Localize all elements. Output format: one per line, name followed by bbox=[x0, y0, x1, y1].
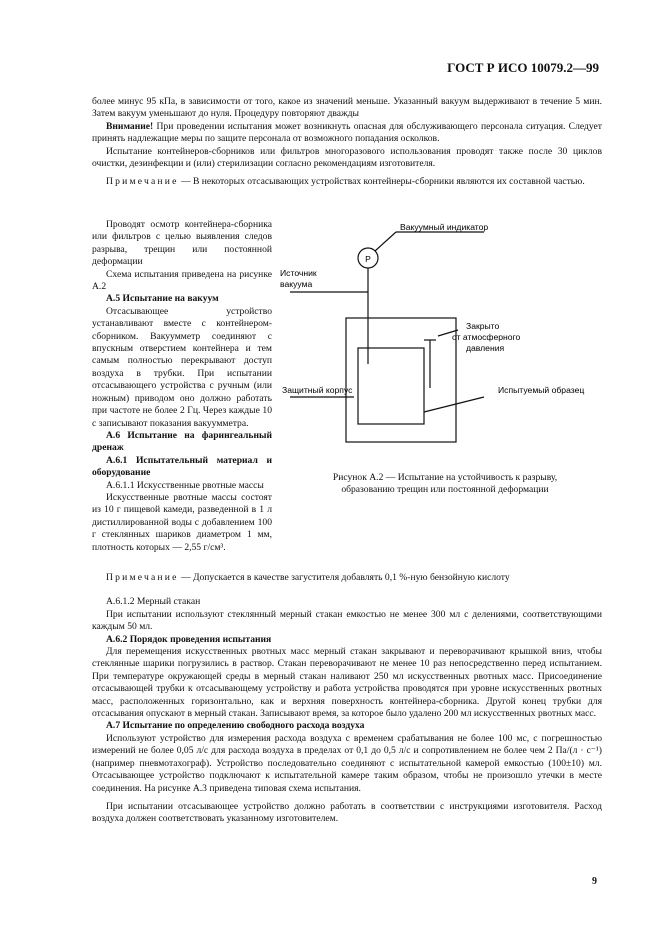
heading-a5: А.5 Испытание на вакуум bbox=[106, 293, 219, 305]
heading-a7: А.7 Испытание по определению свободного расхода воздуха bbox=[106, 720, 365, 732]
note-2-text: — Допускается в качестве загустителя добавлять 0,1 %-ную бензойную кислоту bbox=[178, 572, 510, 583]
label-sample: Испытуемый образец bbox=[498, 385, 585, 395]
note-2-label: Примечание bbox=[106, 572, 179, 583]
paragraph-a611: Искусственные рвотные массы состоят из 10 г пищевой камеди, разведенной в 1 л дистиллированной воды с добавлением 100 г стеклянных шариков диаметром 1 мм, плотность которых — 2,55 г/см³. bbox=[92, 491, 272, 553]
note-1-label: Примечание bbox=[106, 176, 179, 188]
figure-caption-line-2: образованию трещин или постоянной деформации bbox=[341, 484, 549, 496]
label-p: P bbox=[365, 254, 371, 264]
label-vacuum-indicator: Вакуумный индикатор bbox=[400, 222, 489, 232]
label-source-1: Источник bbox=[280, 268, 317, 278]
paragraph-vacuum-end: более минус 95 кПа, в зависимости от того, какое из значений меньше. Указанный вакуум выдерживают в течение 5 мин. Затем вакуум уменьшают до нуля. Процедуру повторяют дважды bbox=[92, 96, 602, 120]
paragraph-reusable: Испытание контейнеров-сборников или фильтров многоразового использования проводят также после 30 циклов очистки, дезинфекции и (или) стерилизации согласно рекомендациям изготовителя. bbox=[92, 145, 602, 170]
label-source-2: вакуума bbox=[280, 279, 313, 289]
label-closed-2: от атмосферного bbox=[452, 332, 521, 342]
heading-a612: А.6.1.2 Мерный стакан bbox=[106, 596, 201, 608]
protective-housing bbox=[346, 318, 456, 442]
figure-caption bbox=[295, 472, 595, 497]
note-1 bbox=[92, 176, 602, 188]
warning-label: Внимание! bbox=[106, 120, 154, 132]
label-closed-1: Закрыто bbox=[466, 321, 500, 331]
heading-a6: А.6 Испытание на фарингеальный дренаж bbox=[92, 429, 272, 454]
figure-caption-line-1: Рисунок А.2 — Испытание на устойчивость к разрыву, bbox=[332, 472, 558, 483]
heading-a62: А.6.2 Порядок проведения испытания bbox=[106, 633, 272, 645]
left-column bbox=[92, 219, 272, 554]
paragraph-inspection: Проводят осмотр контейнера-сборника или фильтров с целью выявления следов разрыва, трещин или постоянной деформации bbox=[92, 219, 272, 268]
note-2 bbox=[92, 572, 602, 584]
paragraph-a62: Для перемещения искусственных рвотных масс мерный стакан закрывают и переворачивают крышкой вниз, чтобы стеклянные шарики погрузились в раствор. Стакан переворачивают не менее 10 раз непосредственно перед испытанием. При температуре окружающей среды в мерный стакан наливают 250 мл искусственных рвотных масс. Присоединение отсасывающей трубки к отсасывающему устройству и работа устройства проводятся при уровне искусственных рвотных масс, расположенных горизонтально, как и верхняя поверхность контейнера-сборника. Другой конец трубки для отсасывания опускают в мерный стакан. Записывают время, за которое было удалено 200 мл искусственных рвотных масс. bbox=[92, 646, 602, 720]
paragraph-a612: При испытании используют стеклянный мерный стакан емкостью не менее 300 мл с делениями, соответствующими каждым 50 мл. bbox=[92, 608, 602, 633]
page-header-title: ГОСТ Р ИСО 10079.2—99 bbox=[447, 60, 599, 75]
paragraph-last: При испытании отсасывающее устройство должно работать в соответствии с инструкциями изготовителя. Расход воздуха должен соответствовать указанному изготовителем. bbox=[92, 800, 602, 825]
figure-a2-diagram bbox=[270, 222, 610, 462]
note-1-text: — В некоторых отсасывающих устройствах контейнеры-сборники являются их составной частью. bbox=[178, 176, 585, 188]
heading-a61: А.6.1 Испытательный материал и оборудование bbox=[92, 454, 272, 479]
paragraph-a5: Отсасывающее устройство устанавливают вместе с контейнером-сборником. Вакуумметр соединяют с впускным отверстием контейнера и тем самым полностью перекрывают доступ воздуха в трубки. При испытании отсасывающего устройства с ручным (или ножным) приводом оно должно работать при частоте не более 2 Гц. Через каждые 10 с записывают показания вакуумметра. bbox=[92, 305, 272, 429]
warning-paragraph bbox=[92, 121, 602, 146]
warning-text: При проведении испытания может возникнуть опасная для обслуживающего персонала ситуация. Следует принять надлежащие меры по защите персонала от возможного попадания осколков. bbox=[92, 120, 602, 145]
paragraph-a7: Используют устройство для измерения расхода воздуха с временем срабатывания не более 100 мс, с погрешностью измерений не более 0,05 л/с для расхода воздуха в пределах от 0,1 до 0,5 л/с и сопротивлением не более чем 2 Па/(л · с⁻¹) (например пневмотахограф). Устройство последовательно соединяют с испытательной камерой емкостью (100±10) мл. Отсасывающее устройство подключают к испытательной камере таким образом, чтобы не произошло утечки в месте соединения. На рисунке А.3 приведена типовая схема испытания. bbox=[92, 732, 602, 794]
top-text-block bbox=[92, 96, 602, 189]
paragraph-scheme: Схема испытания приведена на рисунке А.2 bbox=[92, 268, 272, 293]
page-number: 9 bbox=[592, 876, 597, 887]
heading-a611: А.6.1.1 Искусственные рвотные массы bbox=[106, 479, 264, 491]
label-housing: Защитный корпус bbox=[282, 385, 353, 395]
bottom-text-block bbox=[92, 572, 602, 826]
label-closed-3: давления bbox=[466, 343, 505, 353]
